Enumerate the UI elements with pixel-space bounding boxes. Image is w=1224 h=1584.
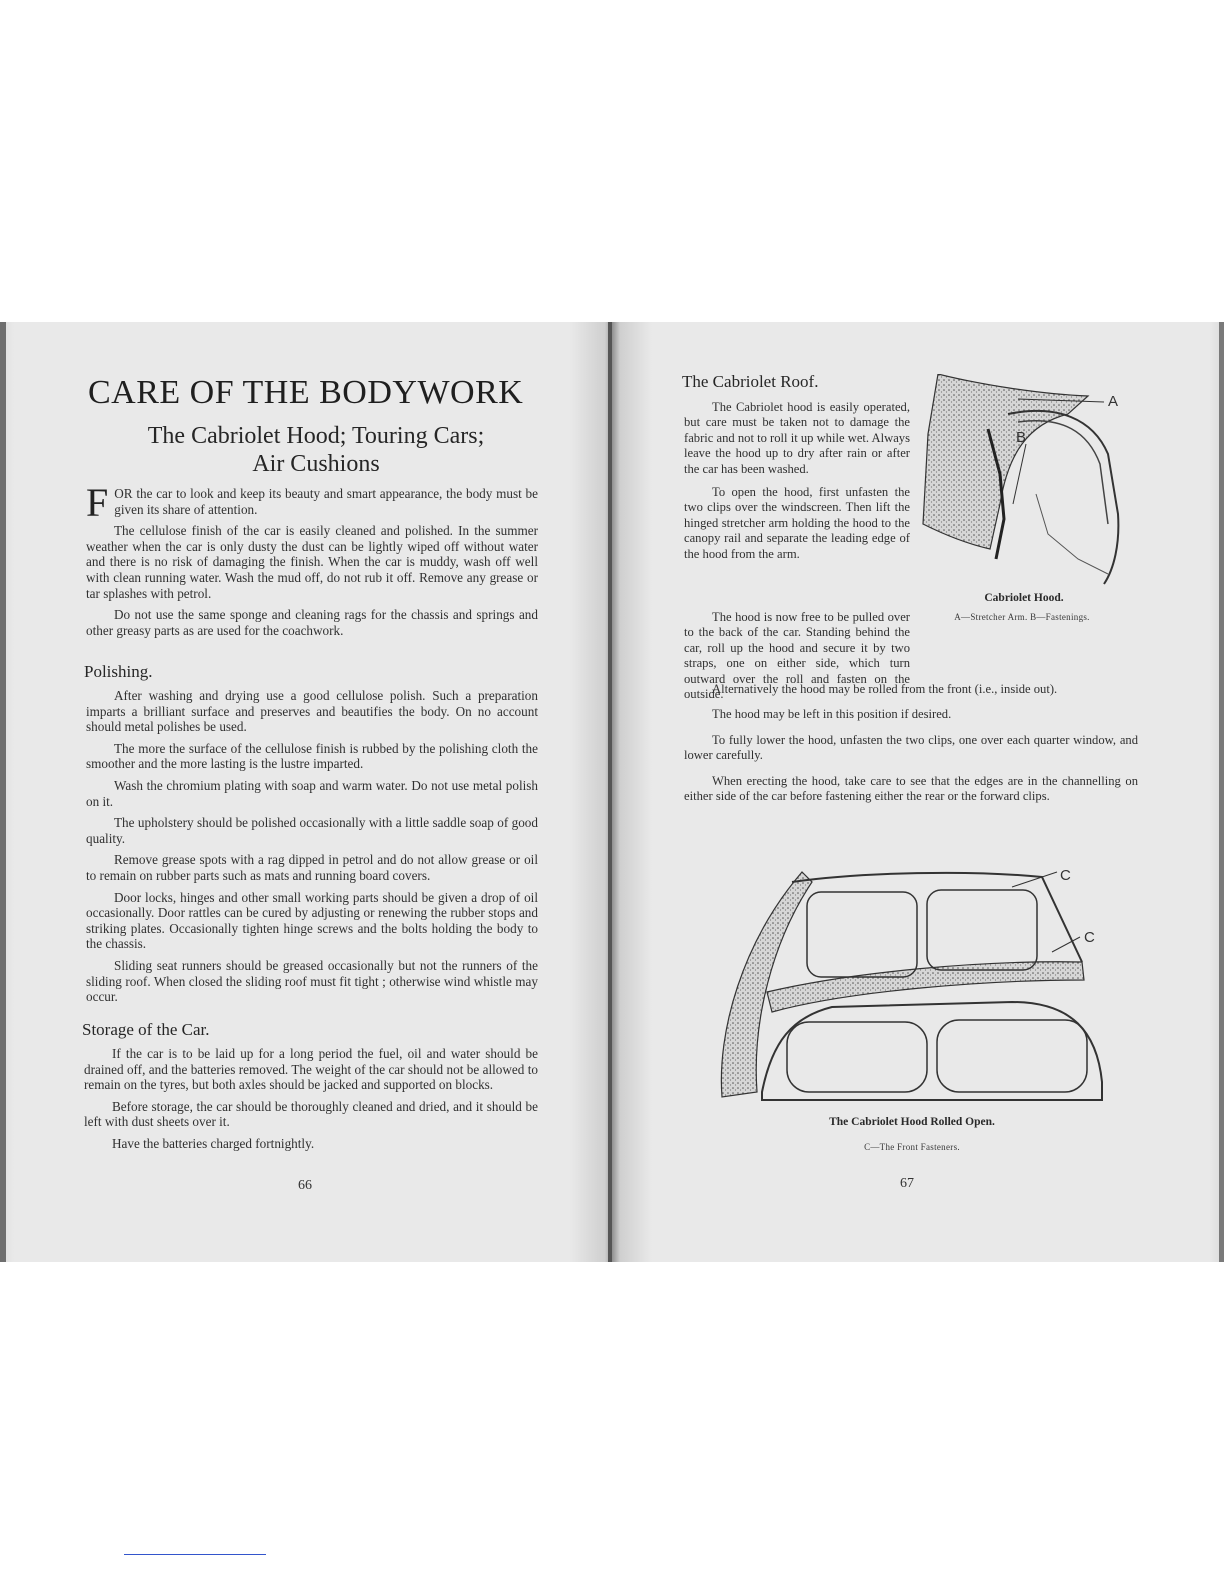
polishing-paragraph: Wash the chromium plating with soap and warm water. Do not use metal polish on it. bbox=[86, 777, 538, 809]
roof-heading: The Cabriolet Roof. bbox=[682, 372, 819, 391]
rear-right-window bbox=[937, 1020, 1087, 1092]
storage-paragraph: Have the batteries charged fortnightly. bbox=[112, 1135, 315, 1151]
fig1-legend: A—Stretcher Arm. B—Fastenings. bbox=[954, 612, 1090, 622]
erect-paragraph: When erecting the hood, take care to see that the edges are in the channelling on either side of the car before fastening either the rear or the forward clips. bbox=[684, 773, 1138, 804]
roof-text-narrow bbox=[684, 400, 910, 568]
polishing-heading: Polishing. bbox=[84, 662, 153, 681]
sponge-paragraph: Do not use the same sponge and cleaning rags for the chassis and springs and other greasy parts as are used for the coachwork. bbox=[86, 607, 538, 638]
rolled-hood-left-shape bbox=[721, 872, 812, 1097]
windscreen-left-pane bbox=[807, 892, 917, 977]
operated-paragraph: The Cabriolet hood is easily operated, but care must be taken not to damage the fabric and not to roll it up while wet. Always leave the hood up to dry after rain or after the car has been washed. bbox=[684, 400, 910, 476]
polishing-paragraph: After washing and drying use a good cellulose polish. Such a preparation imparts a brilliant surface and preserves and beautifies the body. On no account should metal polishes be used. bbox=[86, 688, 538, 735]
subtitle-line-1: The Cabriolet Hood; Touring Cars; bbox=[147, 423, 485, 449]
right-page bbox=[612, 322, 1224, 1262]
left-in-position-paragraph: The hood may be left in this position if desired. bbox=[712, 707, 952, 722]
intro-paragraph: FOR the car to look and keep its beauty and smart appearance, the body must be given its share of attention. bbox=[86, 480, 538, 525]
storage-paragraph: Before storage, the car should be thoroughly cleaned and dried, and it should be left with dust sheets over it. bbox=[84, 1098, 538, 1130]
polishing-paragraph: Sliding seat runners should be greased occasionally but not the runners of the sliding roof. When closed the sliding roof must fit tight ; otherwise wind whistle may occur. bbox=[86, 957, 538, 1005]
cellulose-paragraph: The cellulose finish of the car is easily cleaned and polished. In the summer weather when the car is only dusty the dust can be lightly wiped off without water and there is no risk of damaging the finish. When the car is muddy, wash off well with clean running water. Wash the mud off, do not rub it off. Remove any grease or tar splashes with petrol. bbox=[86, 523, 538, 601]
open-paragraph: To open the hood, first unfasten the two clips over the windscreen. Then lift the hinged stretcher arm holding the hood to the canopy rail and separate the leading edge of the hood from the arm. bbox=[684, 485, 910, 561]
canopy-rail-shape bbox=[1018, 421, 1108, 524]
fig2-label-c2: C bbox=[1084, 929, 1095, 946]
polishing-section bbox=[86, 688, 538, 1011]
door-line-shape bbox=[1036, 494, 1108, 574]
fig1-label-a: A bbox=[1108, 393, 1119, 410]
rear-body-frame bbox=[762, 1002, 1102, 1100]
intro-section bbox=[86, 480, 538, 644]
fig1-caption: Cabriolet Hood. bbox=[984, 592, 1064, 604]
page-subtitle bbox=[96, 422, 536, 478]
book-spread bbox=[0, 322, 1224, 1262]
page-title: CARE OF THE BODYWORK bbox=[88, 374, 524, 411]
windscreen-right-pane bbox=[927, 890, 1037, 970]
page-number-left: 66 bbox=[298, 1178, 312, 1193]
page-edge bbox=[1219, 322, 1224, 1262]
left-page bbox=[0, 322, 612, 1262]
cabriolet-hood-figure bbox=[918, 374, 1130, 588]
page-edge bbox=[0, 322, 6, 1262]
free-paragraph: The hood is now free to be pulled over to the back of the car. Standing behind the car, roll up the hood and secure it by two straps, one on either side, which turn outward over the roll and fasten on the outside. bbox=[684, 610, 910, 702]
windscreen-top-frame bbox=[792, 873, 1082, 962]
fig2-label-c1: C bbox=[1060, 867, 1071, 884]
drop-cap: F bbox=[86, 480, 109, 525]
storage-paragraph: If the car is to be laid up for a long period the fuel, oil and water should be drained off, and the batteries removed. The weight of the car should not be allowed to remain on the tyres, but both axles should be jacked and supported on blocks. bbox=[84, 1046, 538, 1093]
bottom-link-underline[interactable] bbox=[124, 1554, 266, 1555]
storage-heading: Storage of the Car. bbox=[82, 1020, 210, 1039]
polishing-paragraph: Door locks, hinges and other small working parts should be given a drop of oil occasionally. Door rattles can be cured by adjusting or renewing the rubber stops and striking plates. Occasionally tighten hinge screws and the bolts holding the body to the chassis. bbox=[86, 889, 538, 952]
polishing-paragraph: The more the surface of the cellulose finish is rubbed by the polishing cloth the smoother and the more lasting is the lustre imparted. bbox=[86, 740, 538, 772]
page-number-right: 67 bbox=[900, 1176, 914, 1191]
fig2-caption: The Cabriolet Hood Rolled Open. bbox=[829, 1116, 995, 1128]
alternative-paragraph: Alternatively the hood may be rolled from the front (i.e., inside out). bbox=[712, 682, 1058, 696]
polishing-paragraph: Remove grease spots with a rag dipped in petrol and do not allow grease or oil to remain on rubber parts such as mats and running board covers. bbox=[86, 852, 538, 883]
roof-text-wide bbox=[684, 682, 1138, 810]
lower-paragraph: To fully lower the hood, unfasten the two clips, one over each quarter window, and lower carefully. bbox=[684, 732, 1138, 763]
storage-section bbox=[84, 1046, 538, 1158]
fig1-label-b: B bbox=[1016, 429, 1027, 446]
hood-rolled-open-figure bbox=[712, 842, 1112, 1112]
rear-left-window bbox=[787, 1022, 927, 1092]
subtitle-line-2: Air Cushions bbox=[252, 451, 380, 477]
polishing-paragraph: The upholstery should be polished occasionally with a little saddle soap of good quality. bbox=[86, 815, 538, 846]
fig2-legend: C—The Front Fasteners. bbox=[864, 1142, 960, 1152]
